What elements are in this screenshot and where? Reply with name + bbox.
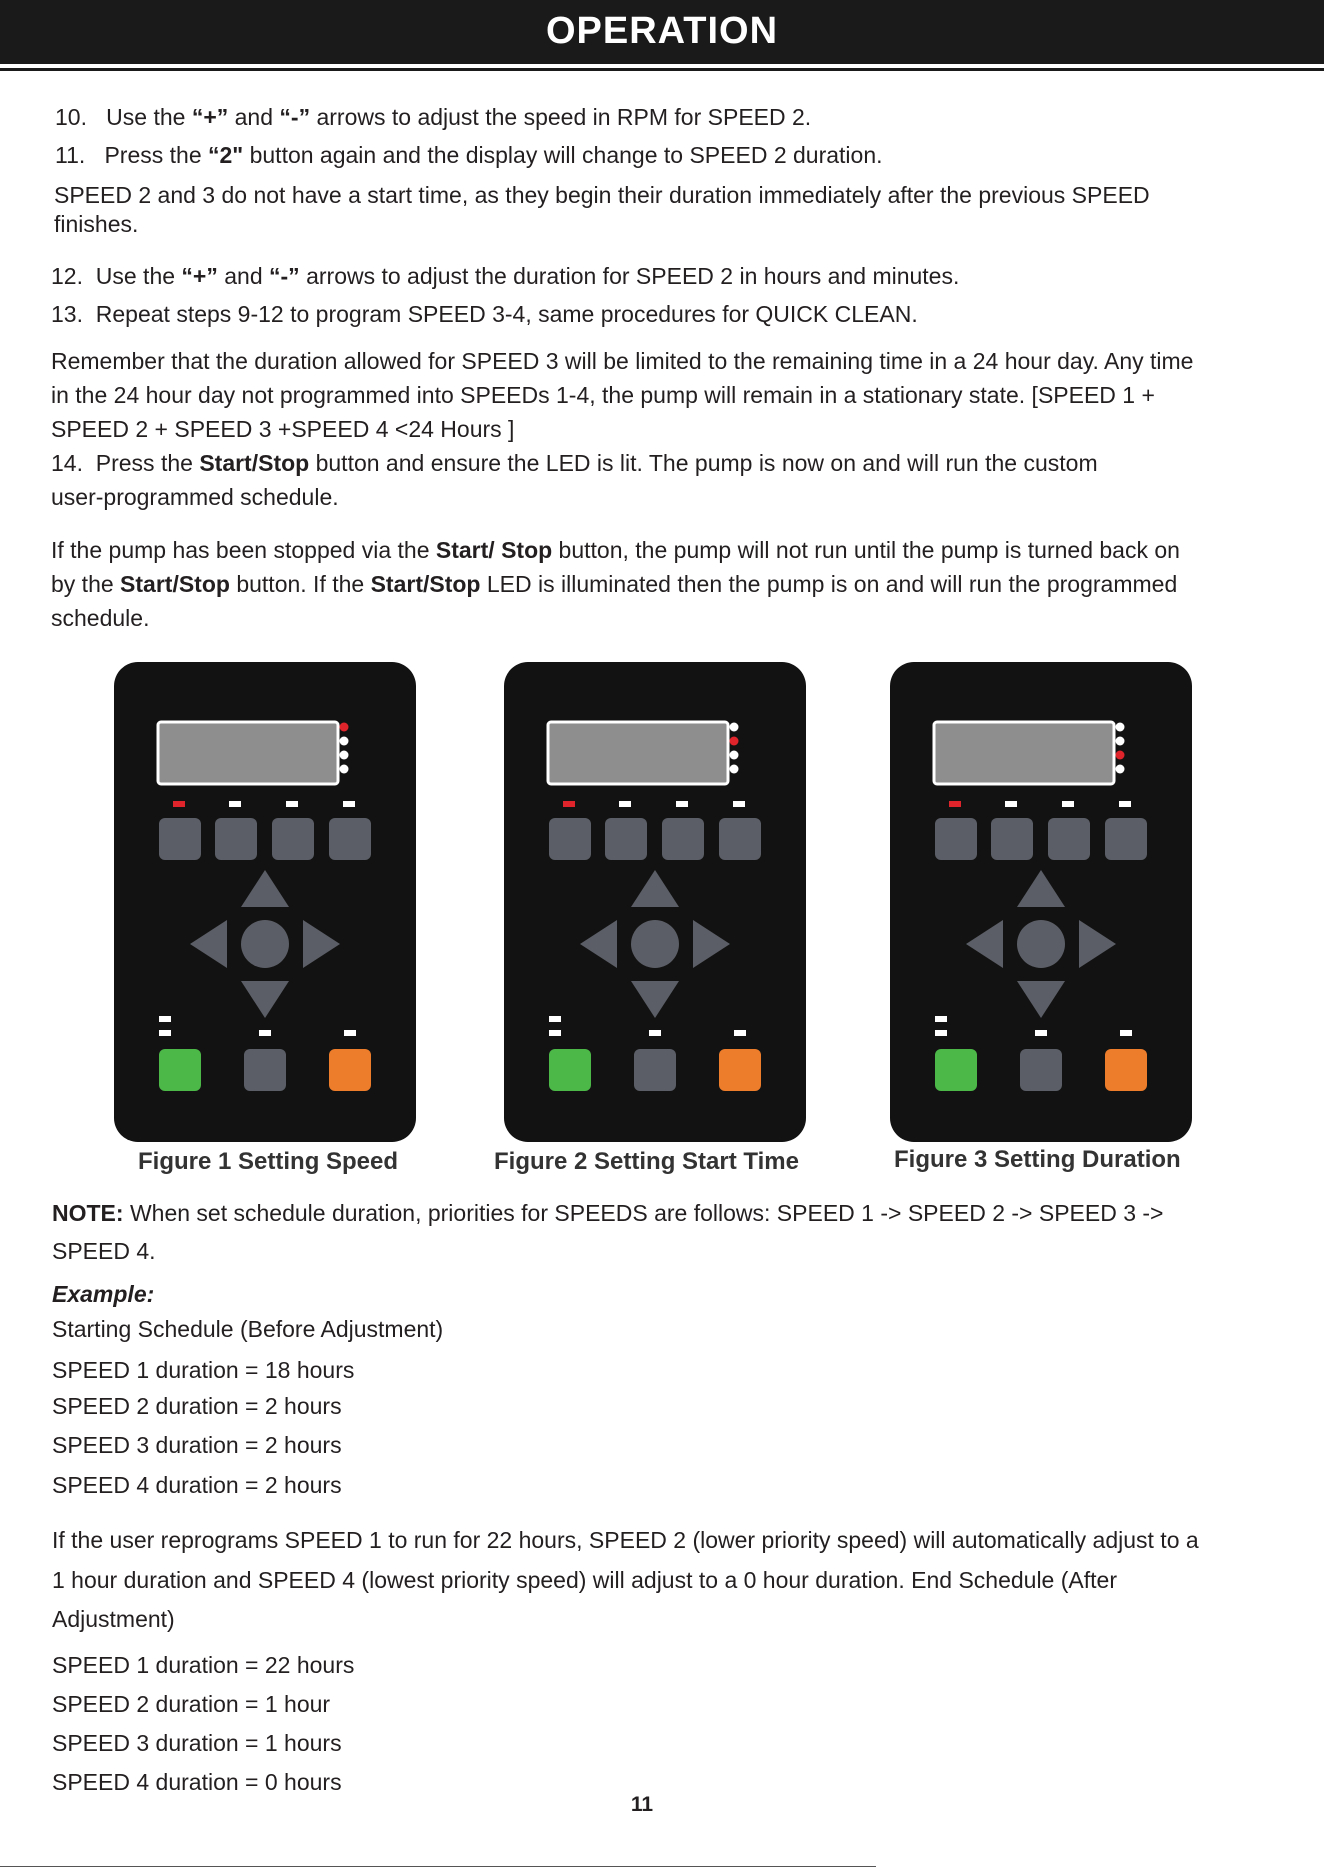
middle-button bbox=[634, 1049, 676, 1091]
stopped-line-3: schedule. bbox=[51, 605, 150, 631]
status-led bbox=[340, 737, 349, 746]
step-10-mid: and bbox=[228, 104, 280, 130]
speed-led bbox=[619, 801, 631, 807]
before-speed-2: SPEED 2 duration = 2 hours bbox=[52, 1393, 342, 1419]
step-11-post: button again and the display will change to SPEED 2 duration. bbox=[243, 142, 883, 168]
footer-rule bbox=[0, 1866, 876, 1867]
status-led bbox=[340, 723, 349, 732]
quick-clean-button bbox=[329, 1049, 371, 1091]
step-10-pre: Use the bbox=[106, 104, 192, 130]
speed-button bbox=[719, 818, 761, 860]
before-speed-1: SPEED 1 duration = 18 hours bbox=[52, 1357, 355, 1383]
stopped-l2-pre: by the bbox=[51, 571, 121, 597]
after-speed-4: SPEED 4 duration = 0 hours bbox=[52, 1769, 342, 1795]
step-10 bbox=[55, 100, 811, 135]
start-stop-button bbox=[935, 1049, 977, 1091]
quick-clean-button bbox=[719, 1049, 761, 1091]
figure-3-panel bbox=[890, 662, 1192, 1142]
status-led bbox=[1116, 751, 1125, 760]
indicator-led bbox=[935, 1030, 947, 1036]
step-14-start-stop: Start/Stop bbox=[199, 450, 310, 476]
indicator-led bbox=[344, 1030, 356, 1036]
step-12-plus: “+” bbox=[181, 263, 218, 289]
control-panel-illustration bbox=[114, 662, 416, 1142]
before-speed-3: SPEED 3 duration = 2 hours bbox=[52, 1432, 342, 1458]
step-13 bbox=[51, 297, 918, 332]
note-line-2: SPEED 4. bbox=[52, 1238, 156, 1264]
start-stop-button bbox=[549, 1049, 591, 1091]
speed-button bbox=[1048, 818, 1090, 860]
figure-2-caption: Figure 2 Setting Start Time bbox=[494, 1148, 799, 1175]
indicator-led bbox=[649, 1030, 661, 1036]
note-line-1 bbox=[52, 1196, 1164, 1231]
stopped-line-1 bbox=[51, 533, 1180, 568]
speed-led bbox=[1062, 801, 1074, 807]
stopped-l2-post: LED is illuminated then the pump is on and will run the programmed bbox=[480, 571, 1178, 597]
indicator-led bbox=[549, 1030, 561, 1036]
step-10-post: arrows to adjust the speed in RPM for SPEED 2. bbox=[310, 104, 812, 130]
step-10-minus: “-” bbox=[279, 104, 311, 130]
indicator-led bbox=[1035, 1030, 1047, 1036]
middle-button bbox=[244, 1049, 286, 1091]
after-speed-1: SPEED 1 duration = 22 hours bbox=[52, 1652, 355, 1678]
status-led bbox=[1116, 765, 1125, 774]
indicator-led bbox=[159, 1030, 171, 1036]
status-led bbox=[730, 737, 739, 746]
step-12-mid: and bbox=[217, 263, 270, 289]
indicator-led bbox=[259, 1030, 271, 1036]
step-10-plus: “+” bbox=[191, 104, 229, 130]
indicator-led bbox=[734, 1030, 746, 1036]
stopped-l2-mid: button. If the bbox=[229, 571, 371, 597]
step-12-minus: “-” bbox=[269, 263, 300, 289]
status-led bbox=[340, 751, 349, 760]
step-12 bbox=[51, 259, 959, 294]
speed-button bbox=[662, 818, 704, 860]
center-button bbox=[1017, 920, 1065, 968]
header-rule bbox=[0, 68, 1324, 71]
speed-button bbox=[272, 818, 314, 860]
step-14-pre: Press the bbox=[95, 450, 200, 476]
step-14 bbox=[51, 446, 1098, 481]
indicator-led bbox=[1120, 1030, 1132, 1036]
speed-button bbox=[605, 818, 647, 860]
stopped-line-2 bbox=[51, 567, 1177, 602]
speed-led bbox=[949, 801, 961, 807]
stopped-l2-bold-2: Start/Stop bbox=[370, 571, 481, 597]
status-led bbox=[730, 751, 739, 760]
figure-1-panel bbox=[114, 662, 416, 1142]
step-14-number: 14. bbox=[51, 450, 83, 476]
speed-led bbox=[173, 801, 185, 807]
indicator-led bbox=[935, 1016, 947, 1022]
speed-led bbox=[676, 801, 688, 807]
page-number: 11 bbox=[630, 1793, 654, 1816]
step-11-number: 11. bbox=[55, 142, 86, 168]
reprogram-line-2: 1 hour duration and SPEED 4 (lowest priority speed) will adjust to a 0 hour duration. End Schedule (After bbox=[52, 1567, 1117, 1593]
speed-button bbox=[159, 818, 201, 860]
after-speed-2: SPEED 2 duration = 1 hour bbox=[52, 1691, 331, 1717]
figure-2-panel bbox=[504, 662, 806, 1142]
speed-button bbox=[329, 818, 371, 860]
step-12-pre: Use the bbox=[95, 263, 182, 289]
speed-led bbox=[286, 801, 298, 807]
status-led bbox=[730, 723, 739, 732]
step-11-pre: Press the bbox=[104, 142, 208, 168]
stopped-l1-post: button, the pump will not run until the pump is turned back on bbox=[552, 537, 1180, 563]
step-10-number: 10. bbox=[55, 104, 87, 130]
starting-schedule-heading: Starting Schedule (Before Adjustment) bbox=[52, 1316, 444, 1342]
display-screen bbox=[158, 722, 338, 784]
control-panel-illustration bbox=[890, 662, 1192, 1142]
example-label: Example: bbox=[52, 1281, 155, 1307]
indicator-led bbox=[159, 1016, 171, 1022]
remember-line-1: Remember that the duration allowed for SPEED 3 will be limited to the remaining time in a 24 hour day. Any time bbox=[51, 348, 1194, 374]
step-11 bbox=[55, 138, 883, 173]
after-speed-3: SPEED 3 duration = 1 hours bbox=[52, 1730, 342, 1756]
speed-button bbox=[935, 818, 977, 860]
speed-led bbox=[1119, 801, 1131, 807]
step-13-text: Repeat steps 9-12 to program SPEED 3-4, same procedures for QUICK CLEAN. bbox=[95, 301, 918, 327]
indicator-led bbox=[549, 1016, 561, 1022]
status-led bbox=[1116, 737, 1125, 746]
before-speed-4: SPEED 4 duration = 2 hours bbox=[52, 1472, 342, 1498]
speed-button bbox=[991, 818, 1033, 860]
step-12-number: 12. bbox=[51, 263, 83, 289]
status-led bbox=[1116, 723, 1125, 732]
status-led bbox=[730, 765, 739, 774]
start-stop-button bbox=[159, 1049, 201, 1091]
remember-line-3: SPEED 2 + SPEED 3 +SPEED 4 <24 Hours ] bbox=[51, 416, 515, 442]
speed-led bbox=[733, 801, 745, 807]
figure-3-caption: Figure 3 Setting Duration bbox=[894, 1146, 1181, 1173]
step-11-button: “2" bbox=[208, 142, 244, 168]
stopped-l2-bold-1: Start/Stop bbox=[120, 571, 230, 597]
page-title: OPERATION bbox=[545, 10, 779, 52]
start-time-note-line-2: finishes. bbox=[54, 211, 139, 237]
speed-button bbox=[1105, 818, 1147, 860]
speed-led bbox=[1005, 801, 1017, 807]
speed-led bbox=[343, 801, 355, 807]
speed-button bbox=[215, 818, 257, 860]
step-13-number: 13. bbox=[51, 301, 83, 327]
step-14-line-2: user-programmed schedule. bbox=[51, 484, 339, 510]
start-time-note-line-1: SPEED 2 and 3 do not have a start time, as they begin their duration immediately after the previous SPEED bbox=[54, 182, 1150, 208]
stopped-l1-bold: Start/ Stop bbox=[435, 537, 553, 563]
center-button bbox=[241, 920, 289, 968]
middle-button bbox=[1020, 1049, 1062, 1091]
note-text: When set schedule duration, priorities for SPEEDS are follows: SPEED 1 -> SPEED 2 -> SPEED 3 -> bbox=[123, 1200, 1164, 1226]
note-label: NOTE: bbox=[52, 1200, 124, 1226]
step-12-post: arrows to adjust the duration for SPEED 2 in hours and minutes. bbox=[299, 263, 960, 289]
display-screen bbox=[548, 722, 728, 784]
step-14-post: button and ensure the LED is lit. The pump is now on and will run the custom bbox=[309, 450, 1098, 476]
display-screen bbox=[934, 722, 1114, 784]
control-panel-illustration bbox=[504, 662, 806, 1142]
center-button bbox=[631, 920, 679, 968]
page-header bbox=[0, 0, 1324, 64]
quick-clean-button bbox=[1105, 1049, 1147, 1091]
figure-1-caption: Figure 1 Setting Speed bbox=[138, 1148, 399, 1175]
reprogram-line-3: Adjustment) bbox=[52, 1606, 175, 1632]
speed-button bbox=[549, 818, 591, 860]
status-led bbox=[340, 765, 349, 774]
stopped-l1-pre: If the pump has been stopped via the bbox=[51, 537, 436, 563]
speed-led bbox=[229, 801, 241, 807]
speed-led bbox=[563, 801, 575, 807]
remember-line-2: in the 24 hour day not programmed into SPEEDs 1-4, the pump will remain in a stationary state. [SPEED 1 + bbox=[51, 382, 1155, 408]
reprogram-line-1: If the user reprograms SPEED 1 to run for 22 hours, SPEED 2 (lower priority speed) will automatically adjust to a bbox=[52, 1527, 1199, 1553]
